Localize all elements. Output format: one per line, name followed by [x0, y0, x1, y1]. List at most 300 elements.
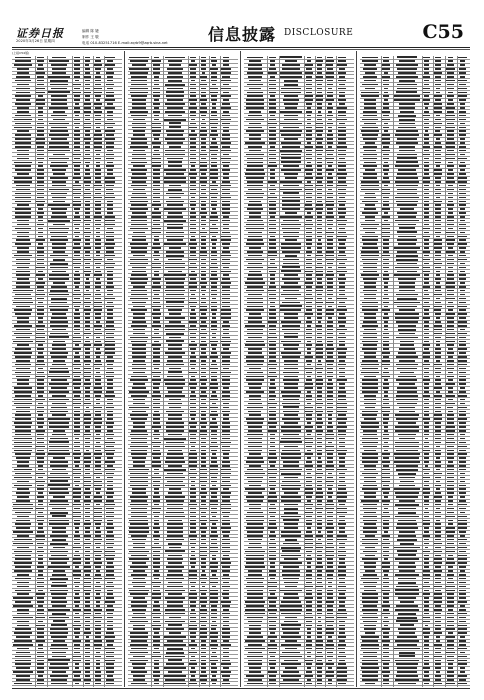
table-cell [284, 336, 298, 338]
table-cell [338, 574, 345, 576]
table-cell [268, 181, 276, 183]
table-cell [281, 391, 301, 393]
table-cell [51, 601, 67, 603]
table-cell [96, 228, 101, 230]
table-cell [17, 232, 29, 234]
table-cell [326, 632, 333, 634]
table-cell [306, 158, 312, 160]
table-cell [37, 130, 43, 132]
table-cell [37, 566, 45, 568]
table-cell [306, 103, 311, 105]
table-cell [305, 453, 312, 455]
table-cell [282, 488, 300, 490]
table-cell [15, 216, 32, 218]
table-cell [211, 438, 216, 440]
table-cell [85, 671, 91, 673]
table-cell [37, 181, 44, 183]
table-cell [85, 496, 90, 498]
table-cell [190, 146, 195, 148]
table-cell [105, 551, 115, 553]
table-cell [166, 426, 185, 428]
table-cell [317, 169, 321, 171]
table-cell [52, 508, 67, 510]
table-cell [248, 426, 263, 428]
table-cell [95, 469, 102, 471]
table-cell [96, 372, 101, 374]
table-cell [222, 660, 230, 662]
table-cell [13, 543, 33, 545]
table-cell [200, 165, 207, 167]
table-cell [200, 197, 207, 199]
table-cell [200, 99, 206, 101]
table-cell [73, 660, 80, 662]
table-cell [212, 516, 217, 518]
table-cell [17, 68, 29, 70]
table-cell [317, 636, 323, 638]
table-cell [305, 271, 312, 273]
table-cell [269, 621, 276, 623]
table-cell [164, 208, 185, 210]
table-cell [326, 663, 334, 665]
table-cell [37, 485, 45, 487]
table-cell [202, 228, 206, 230]
table-cell [107, 282, 113, 284]
table-cell [74, 376, 81, 378]
table-cell [94, 578, 101, 580]
table-cell [316, 286, 323, 288]
table-cell [306, 446, 312, 448]
table-cell [37, 636, 43, 638]
table-cell [211, 80, 216, 82]
table-cell [222, 189, 229, 191]
table-cell [14, 255, 32, 257]
table-cell [190, 438, 196, 440]
table-cell [36, 473, 44, 475]
table-cell [211, 302, 218, 304]
table-cell [74, 368, 80, 370]
table-cell [95, 411, 101, 413]
table-cell [247, 181, 262, 183]
table-cell [165, 278, 184, 280]
table-cell [37, 255, 43, 257]
table-cell [84, 590, 91, 592]
table-cell [107, 111, 113, 113]
table-cell [96, 527, 101, 529]
table-cell [281, 547, 301, 549]
table-cell [106, 251, 114, 253]
table-cell [210, 92, 218, 94]
table-cell [94, 138, 101, 140]
table-cell [132, 457, 146, 459]
table-cell [201, 263, 206, 265]
table-cell [167, 107, 183, 109]
table-cell [190, 356, 197, 358]
table-cell [85, 119, 89, 121]
table-cell [165, 461, 186, 463]
table-cell [153, 535, 159, 537]
table-cell [95, 181, 102, 183]
table-cell [269, 228, 275, 230]
table-cell [268, 644, 277, 646]
table-cell [270, 193, 276, 195]
table-cell [339, 92, 345, 94]
table-cell [212, 418, 217, 420]
table-cell [327, 115, 332, 117]
table-cell [284, 414, 298, 416]
table-cell [165, 679, 185, 681]
table-cell [222, 566, 231, 568]
table-cell [246, 107, 265, 109]
table-cell [73, 504, 81, 506]
table-cell [221, 72, 230, 74]
table-cell [249, 625, 261, 627]
table-cell [223, 127, 229, 129]
table-cell [339, 605, 345, 607]
table-cell [201, 138, 205, 140]
table-cell [339, 76, 346, 78]
disclosure-tables [12, 51, 470, 687]
table-cell [154, 543, 160, 545]
table-cell [338, 208, 347, 210]
table-cell [317, 278, 322, 280]
table-cell [50, 675, 67, 677]
table-cell [95, 263, 101, 265]
table-cell [154, 683, 160, 685]
table-cell [190, 228, 196, 230]
table-cell [200, 555, 207, 557]
table-cell [222, 146, 230, 148]
table-cell [190, 306, 197, 308]
table-cell [14, 683, 32, 685]
table-cell [73, 473, 81, 475]
table-cell [307, 181, 311, 183]
table-cell [202, 119, 206, 121]
table-cell [167, 68, 183, 70]
table-cell [249, 216, 262, 218]
table-cell [17, 84, 28, 86]
table-cell [153, 500, 159, 502]
table-cell [95, 379, 100, 381]
table-cell [212, 683, 217, 685]
table-cell [53, 251, 66, 253]
table-cell [339, 652, 345, 654]
table-cell [132, 321, 146, 323]
table-cell [247, 306, 264, 308]
table-cell [51, 216, 66, 218]
table-cell [129, 469, 148, 471]
table-cell [51, 99, 67, 101]
table-cell [223, 111, 229, 113]
table-cell [201, 173, 206, 175]
table-cell [153, 407, 160, 409]
table-cell [73, 488, 81, 490]
table-cell [37, 173, 45, 175]
table-cell [285, 640, 298, 642]
table-cell [85, 379, 91, 381]
table-cell [268, 376, 276, 378]
table-cell [306, 259, 312, 261]
table-cell [73, 640, 81, 642]
table-cell [73, 193, 80, 195]
table-cell [153, 512, 160, 514]
table-cell [247, 298, 264, 300]
table-cell [153, 422, 160, 424]
table-cell [338, 111, 347, 113]
table-cell [85, 531, 89, 533]
table-cell [95, 368, 100, 370]
table-cell [74, 481, 80, 483]
table-cell [191, 667, 196, 669]
table-cell [248, 348, 263, 350]
table-cell [282, 68, 300, 70]
table-cell [248, 383, 262, 385]
table-cell [107, 644, 114, 646]
table-cell [95, 656, 101, 658]
table-cell [316, 177, 323, 179]
table-cell [210, 562, 217, 564]
table-cell [222, 212, 230, 214]
table-cell [337, 411, 346, 413]
table-cell [270, 302, 275, 304]
table-cell [166, 236, 184, 238]
table-cell [249, 313, 262, 315]
table-cell [152, 165, 161, 167]
table-cell [317, 142, 321, 144]
table-cell [190, 679, 195, 681]
table-cell [223, 333, 229, 335]
table-cell [269, 625, 277, 627]
table-cell [133, 360, 146, 362]
table-cell [327, 208, 333, 210]
table-cell [131, 76, 147, 78]
table-cell [37, 488, 44, 490]
table-cell [190, 150, 196, 152]
table-cell [106, 527, 114, 529]
table-cell [84, 302, 91, 304]
table-cell [36, 508, 44, 510]
table-cell [211, 640, 217, 642]
table-cell [133, 130, 144, 132]
table-cell [85, 329, 91, 331]
table-cell [201, 652, 206, 654]
table-cell [326, 570, 334, 572]
table-cell [200, 477, 207, 479]
table-cell [106, 640, 113, 642]
table-cell [221, 95, 230, 97]
table-cell [38, 562, 43, 564]
table-cell [305, 99, 312, 101]
table-cell [105, 220, 115, 222]
table-cell [248, 644, 262, 646]
table-cell [105, 57, 114, 59]
table-cell [36, 341, 45, 343]
table-cell [129, 68, 149, 70]
table-cell [85, 601, 89, 603]
table-cell [327, 92, 333, 94]
table-cell [190, 403, 196, 405]
table-cell [152, 142, 161, 144]
table-cell [84, 457, 91, 459]
table-cell [201, 465, 206, 467]
table-cell [211, 430, 216, 432]
table-cell [152, 247, 160, 249]
table-cell [305, 426, 313, 428]
table-cell [38, 220, 43, 222]
table-cell [16, 76, 30, 78]
table-cell [326, 555, 334, 557]
table-cell [210, 473, 218, 475]
table-cell [152, 453, 161, 455]
table-cell [37, 586, 44, 588]
table-cell [211, 255, 217, 257]
table-cell [152, 597, 161, 599]
table-cell [49, 274, 68, 276]
table-cell [328, 496, 332, 498]
table-cell [15, 434, 30, 436]
table-cell [284, 446, 297, 448]
table-cell [49, 523, 69, 525]
table-cell [316, 566, 323, 568]
table-cell [248, 321, 262, 323]
table-cell [52, 313, 66, 315]
table-cell [73, 671, 81, 673]
table-cell [94, 473, 102, 475]
table-cell [189, 344, 197, 346]
table-cell [48, 91, 70, 93]
table-cell [37, 80, 44, 82]
table-cell [74, 621, 80, 623]
table-cell [191, 481, 196, 483]
table-cell [280, 216, 301, 218]
table-cell [154, 539, 159, 541]
table-cell [51, 115, 68, 117]
table-cell [210, 383, 217, 385]
table-cell [222, 523, 230, 525]
table-cell [152, 228, 161, 230]
table-cell [210, 134, 218, 136]
table-cell [201, 57, 206, 59]
table-cell [38, 162, 44, 164]
table-cell [74, 675, 80, 677]
table-cell [74, 461, 79, 463]
table-cell [306, 477, 312, 479]
table-cell [339, 640, 345, 642]
table-cell [95, 158, 102, 160]
table-cell [281, 485, 300, 487]
table-cell [317, 601, 322, 603]
table-cell [190, 103, 197, 105]
table-cell [305, 298, 312, 300]
table-cell [281, 157, 302, 159]
table-cell [74, 543, 81, 545]
table-cell [317, 500, 321, 502]
table-cell [75, 527, 79, 529]
table-cell [94, 309, 102, 311]
table-cell [94, 103, 102, 105]
table-cell [153, 321, 159, 323]
table-cell [201, 399, 207, 401]
table-cell [212, 84, 217, 86]
table-cell [222, 465, 231, 467]
table-cell [106, 453, 115, 455]
table-cell [16, 457, 29, 459]
table-cell [129, 558, 148, 560]
table-cell [48, 659, 70, 661]
table-cell [48, 453, 69, 455]
table-cell [106, 558, 115, 560]
table-cell [73, 341, 80, 343]
table-cell [132, 193, 145, 195]
table-cell [201, 543, 206, 545]
table-cell [73, 399, 81, 401]
table-cell [133, 679, 144, 681]
table-cell [212, 107, 217, 109]
table-cell [38, 208, 44, 210]
table-cell [131, 453, 147, 455]
table-cell [75, 605, 80, 607]
table-cell [268, 251, 277, 253]
table-cell [211, 461, 217, 463]
table-cell [338, 317, 346, 319]
table-cell [96, 593, 101, 595]
table-cell [284, 80, 297, 82]
table-cell [107, 169, 113, 171]
table-cell [130, 566, 149, 568]
table-cell [190, 395, 196, 397]
table-cell [190, 220, 196, 222]
table-cell [36, 325, 45, 327]
table-cell [153, 566, 159, 568]
table-cell [168, 371, 182, 373]
table-cell [316, 379, 322, 381]
table-cell [94, 88, 101, 90]
table-cell [166, 301, 184, 303]
table-cell [317, 247, 322, 249]
table-cell [169, 368, 182, 370]
table-cell [107, 356, 113, 358]
table-cell [167, 481, 183, 483]
table-cell [281, 154, 300, 156]
table-cell [337, 450, 346, 452]
table-cell [107, 438, 113, 440]
table-cell [38, 465, 44, 467]
table-cell [307, 123, 312, 125]
table-cell [96, 356, 101, 358]
table-cell [211, 663, 216, 665]
table-cell [50, 590, 68, 592]
table-cell [270, 438, 275, 440]
table-cell [221, 562, 230, 564]
table-cell [167, 387, 183, 389]
table-cell [131, 648, 147, 650]
table-cell [37, 551, 45, 553]
table-cell [95, 173, 101, 175]
table-cell [269, 317, 277, 319]
table-cell [337, 348, 346, 350]
table-cell [317, 236, 322, 238]
table-cell [317, 578, 321, 580]
table-cell [53, 640, 65, 642]
table-cell [106, 508, 115, 510]
table-cell [223, 130, 229, 132]
table-cell [211, 204, 217, 206]
table-cell [154, 648, 160, 650]
table-cell [317, 523, 321, 525]
table-cell [73, 403, 81, 405]
table-cell [85, 652, 89, 654]
table-cell [283, 379, 299, 381]
table-cell [52, 329, 65, 331]
